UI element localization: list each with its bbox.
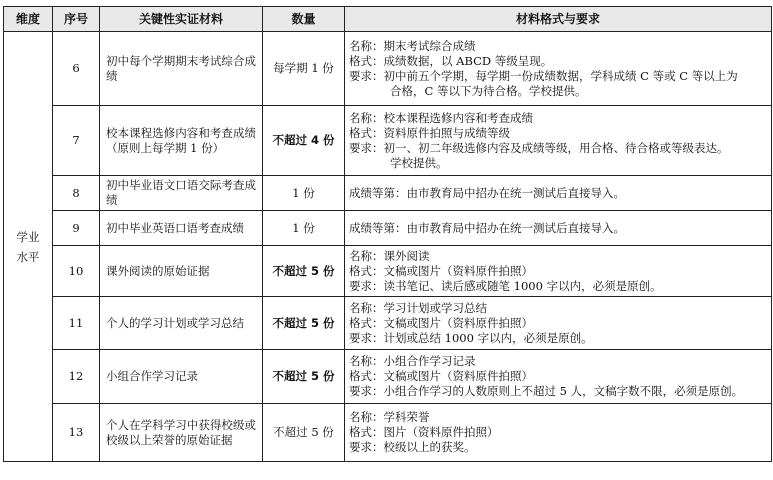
quantity-cell: 1 份 xyxy=(263,176,345,211)
quantity-cell: 不超过 5 份 xyxy=(263,246,345,297)
table-row xyxy=(4,211,772,246)
format-cell xyxy=(345,297,772,350)
format-line: 格式：资料原件拍照与成绩等级 xyxy=(349,125,510,140)
material-cell: 校本课程选修内容和考查成绩（原则上每学期 1 份） xyxy=(100,106,263,176)
quantity-cell: 不超过 4 份 xyxy=(263,106,345,176)
quantity-cell: 不超过 5 份 xyxy=(263,404,345,462)
format-line: 名称：小组合作学习记录 xyxy=(349,354,476,368)
table-row xyxy=(4,32,772,106)
format-cell xyxy=(345,106,772,176)
format-line: 成绩等第：由市教育局中招办在统一测试后直接导入。 xyxy=(349,220,625,235)
material-cell: 个人的学习计划或学习总结 xyxy=(100,297,263,350)
quantity-cell: 不超过 5 份 xyxy=(263,350,345,404)
table-row xyxy=(4,404,772,462)
quantity-cell: 不超过 5 份 xyxy=(263,297,345,350)
row-index: 13 xyxy=(53,404,100,462)
table-row xyxy=(4,297,772,350)
material-cell: 初中毕业英语口语考查成绩 xyxy=(100,211,263,246)
format-cell xyxy=(345,404,772,462)
format-line: 名称：学科荣誉 xyxy=(349,410,430,424)
format-line: 要求：计划或总结 1000 字以内，必须是原创。 xyxy=(349,330,593,345)
material-cell: 初中毕业语文口语交际考查成绩 xyxy=(100,176,263,211)
format-line: 要求：初一、初二年级选修内容及成绩等级，用合格、待合格或等级表达。 xyxy=(349,140,729,155)
format-line: 要求：小组合作学习的人数原则上不超过 5 人，文稿字数不限，必须是原创。 xyxy=(349,384,744,398)
header-quantity: 数量 xyxy=(263,7,345,32)
row-index: 8 xyxy=(53,176,100,211)
format-cell xyxy=(345,350,772,404)
format-cell xyxy=(345,32,772,106)
format-line: 格式：成绩数据，以 ABCD 等级呈现。 xyxy=(349,53,553,68)
format-cell xyxy=(345,246,772,297)
format-line: 格式：文稿或图片（资料原件拍照） xyxy=(349,263,533,278)
row-index: 10 xyxy=(53,246,100,297)
row-index: 12 xyxy=(53,350,100,404)
table-row xyxy=(4,246,772,297)
table-row xyxy=(4,176,772,211)
format-line: 格式：文稿或图片（资料原件拍照） xyxy=(349,369,533,383)
row-index: 6 xyxy=(53,32,100,106)
format-cell xyxy=(345,211,772,246)
format-line: 名称：学习计划或学习总结 xyxy=(349,300,487,315)
format-line: 名称：课外阅读 xyxy=(349,248,430,263)
material-cell: 个人在学科学习中获得校级或校级以上荣誉的原始证据 xyxy=(100,404,263,462)
dimension-cell: 学业水平 xyxy=(4,32,53,462)
format-line: 要求：初中前五个学期，每学期一份成绩数据，学科成绩 C 等或 C 等以上为 xyxy=(349,68,738,83)
format-line: 要求：读书笔记、读后感或随笔 1000 字以内，必须是原创。 xyxy=(349,278,662,293)
table-body xyxy=(4,32,772,462)
material-cell: 课外阅读的原始证据 xyxy=(100,246,263,297)
format-line: 成绩等第：由市教育局中招办在统一测试后直接导入。 xyxy=(349,185,625,200)
format-line: 学校提供。 xyxy=(390,155,448,170)
format-line: 名称：期末考试综合成绩 xyxy=(349,38,476,53)
format-line: 格式：图片（资料原件拍照） xyxy=(349,425,499,439)
format-line: 格式：文稿或图片（资料原件拍照） xyxy=(349,315,533,330)
quantity-cell: 1 份 xyxy=(263,211,345,246)
material-cell: 小组合作学习记录 xyxy=(100,350,263,404)
header-dimension: 维度 xyxy=(4,7,53,32)
format-cell xyxy=(345,176,772,211)
row-index: 11 xyxy=(53,297,100,350)
format-line: 合格，C 等以下为待合格。学校提供。 xyxy=(390,83,587,98)
materials-table xyxy=(3,6,772,462)
table-row xyxy=(4,106,772,176)
row-index: 9 xyxy=(53,211,100,246)
header-row xyxy=(4,7,772,32)
table-row xyxy=(4,350,772,404)
row-index: 7 xyxy=(53,106,100,176)
header-material: 关键性实证材料 xyxy=(100,7,263,32)
format-line: 要求：校级以上的获奖。 xyxy=(349,440,476,454)
format-line: 名称：校本课程选修内容和考查成绩 xyxy=(349,110,533,125)
header-index: 序号 xyxy=(53,7,100,32)
quantity-cell: 每学期 1 份 xyxy=(263,32,345,106)
header-format: 材料格式与要求 xyxy=(345,7,772,32)
material-cell: 初中每个学期期末考试综合成绩 xyxy=(100,32,263,106)
